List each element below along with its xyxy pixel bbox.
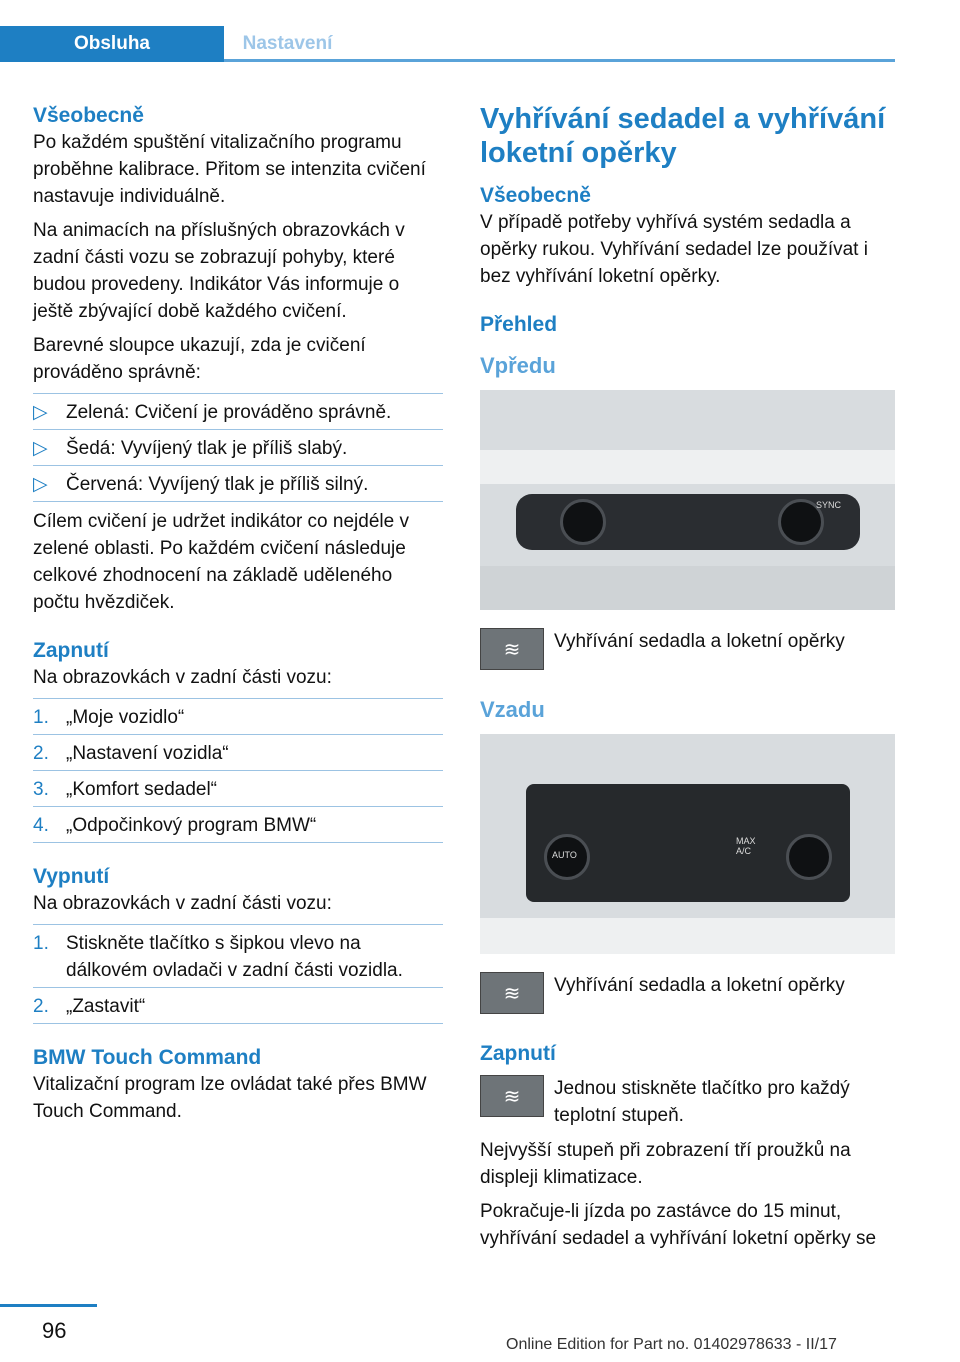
triangle-bullet-icon: ▷ [33, 402, 48, 423]
color-list [33, 393, 443, 508]
paragraph: Na animacích na příslušných obrazovkách v zadní části vozu se zobrazují pohyby, které budou provedeny. Indikátor Vás informuje o ještě zbývající době každého cvičení. [33, 220, 405, 322]
caption-text: Vyhřívání sedadla a loketní opěrky [554, 631, 845, 652]
header-rule [224, 59, 895, 62]
rear-console-photo [480, 734, 895, 954]
front-control-panel: SYNC [516, 494, 860, 550]
heading-vzadu: Vzadu [480, 697, 545, 722]
list-item: ▷ Šedá: Vyvíjený tlak je příliš slabý. [33, 429, 443, 465]
rear-control-panel: AUTO MAX A/C [526, 784, 850, 902]
heading-vypnuti: Vypnutí [33, 865, 110, 888]
seat-heating-icon: ≋ [480, 972, 544, 1014]
paragraph: Barevné sloupce ukazují, zda je cvičení prováděno správně: [33, 335, 366, 383]
caption-text: Jednou stiskněte tlačítko pro každý teplotní stupeň. [554, 1078, 850, 1126]
paragraph: Vitalizační program lze ovládat také přes BMW Touch Command. [33, 1074, 427, 1122]
seat-heating-icon: ≋ [480, 1075, 544, 1117]
triangle-bullet-icon: ▷ [33, 438, 48, 459]
paragraph: Na obrazovkách v zadní části vozu: [33, 893, 332, 914]
header-tabs [0, 26, 895, 62]
caption-text: Vyhřívání sedadla a loketní opěrky [554, 975, 845, 996]
paragraph: Nejvyšší stupeň při zobrazení tří proužků na displeji klimatizace. [480, 1140, 851, 1188]
on-steps [33, 698, 443, 849]
paragraph: Pokračuje-li jízda po zastávce do 15 minut, vyhřívání sedadel a vyhřívání loketní opěrky se [480, 1201, 877, 1249]
front-console-photo [480, 390, 895, 610]
paragraph: V případě potřeby vyhřívá systém sedadla a opěrky rukou. Vyhřívání sedadel lze používat i bez vyhřívání loketní opěrky. [480, 212, 868, 287]
heading-vpredu: Vpředu [480, 353, 556, 378]
page-title: Vyhřívání sedadel a vyhřívání loketní opěrky [480, 103, 886, 169]
step-item: 3. „Komfort sedadel“ [33, 770, 443, 806]
rear-caption [480, 972, 895, 1018]
heading-prehled: Přehled [480, 313, 558, 336]
step-item: 2. „Zastavit“ [33, 987, 443, 1023]
heading-zapnuti: Zapnutí [33, 639, 109, 662]
heading-general: Všeobecně [33, 104, 144, 127]
seat-heating-icon: ≋ [480, 628, 544, 670]
step-item: 1. „Moje vozidlo“ [33, 698, 443, 734]
on-caption [480, 1075, 895, 1129]
left-column [33, 102, 443, 1132]
step-item: 4. „Odpočinkový program BMW“ [33, 806, 443, 842]
right-column [480, 102, 895, 1259]
list-item: ▷ Zelená: Cvičení je prováděno správně. [33, 393, 443, 429]
heading-zapnuti: Zapnutí [480, 1042, 556, 1065]
list-item: ▷ Červená: Vyvíjený tlak je příliš silný. [33, 465, 443, 501]
paragraph: Cílem cvičení je udržet indikátor co nejdéle v zelené oblasti. Po každém cvičení následuje celkové zhodnocení na základě uděleného počtu hvězdiček. [33, 511, 409, 613]
tab-obsluha[interactable]: Obsluha [0, 26, 224, 62]
step-item: 2. „Nastavení vozidla“ [33, 734, 443, 770]
heading-general: Všeobecně [480, 184, 591, 207]
triangle-bullet-icon: ▷ [33, 474, 48, 495]
paragraph: Po každém spuštění vitalizačního programu proběhne kalibrace. Přitom se intenzita cvičení nastavuje individuálně. [33, 132, 426, 207]
front-caption [480, 628, 895, 674]
footer-rule [0, 1304, 97, 1307]
heading-touch-command: BMW Touch Command [33, 1046, 262, 1069]
off-steps [33, 924, 443, 1030]
edition-text: Online Edition for Part no. 01402978633 - II/17 [506, 1336, 837, 1353]
paragraph: Na obrazovkách v zadní části vozu: [33, 667, 332, 688]
page-number: 96 [42, 1318, 67, 1343]
step-item: 1. Stiskněte tlačítko s šipkou vlevo na dálkovém ovladači v zadní části vozidla. [33, 924, 443, 987]
tab-nastaveni[interactable]: Nastavení [242, 33, 333, 54]
